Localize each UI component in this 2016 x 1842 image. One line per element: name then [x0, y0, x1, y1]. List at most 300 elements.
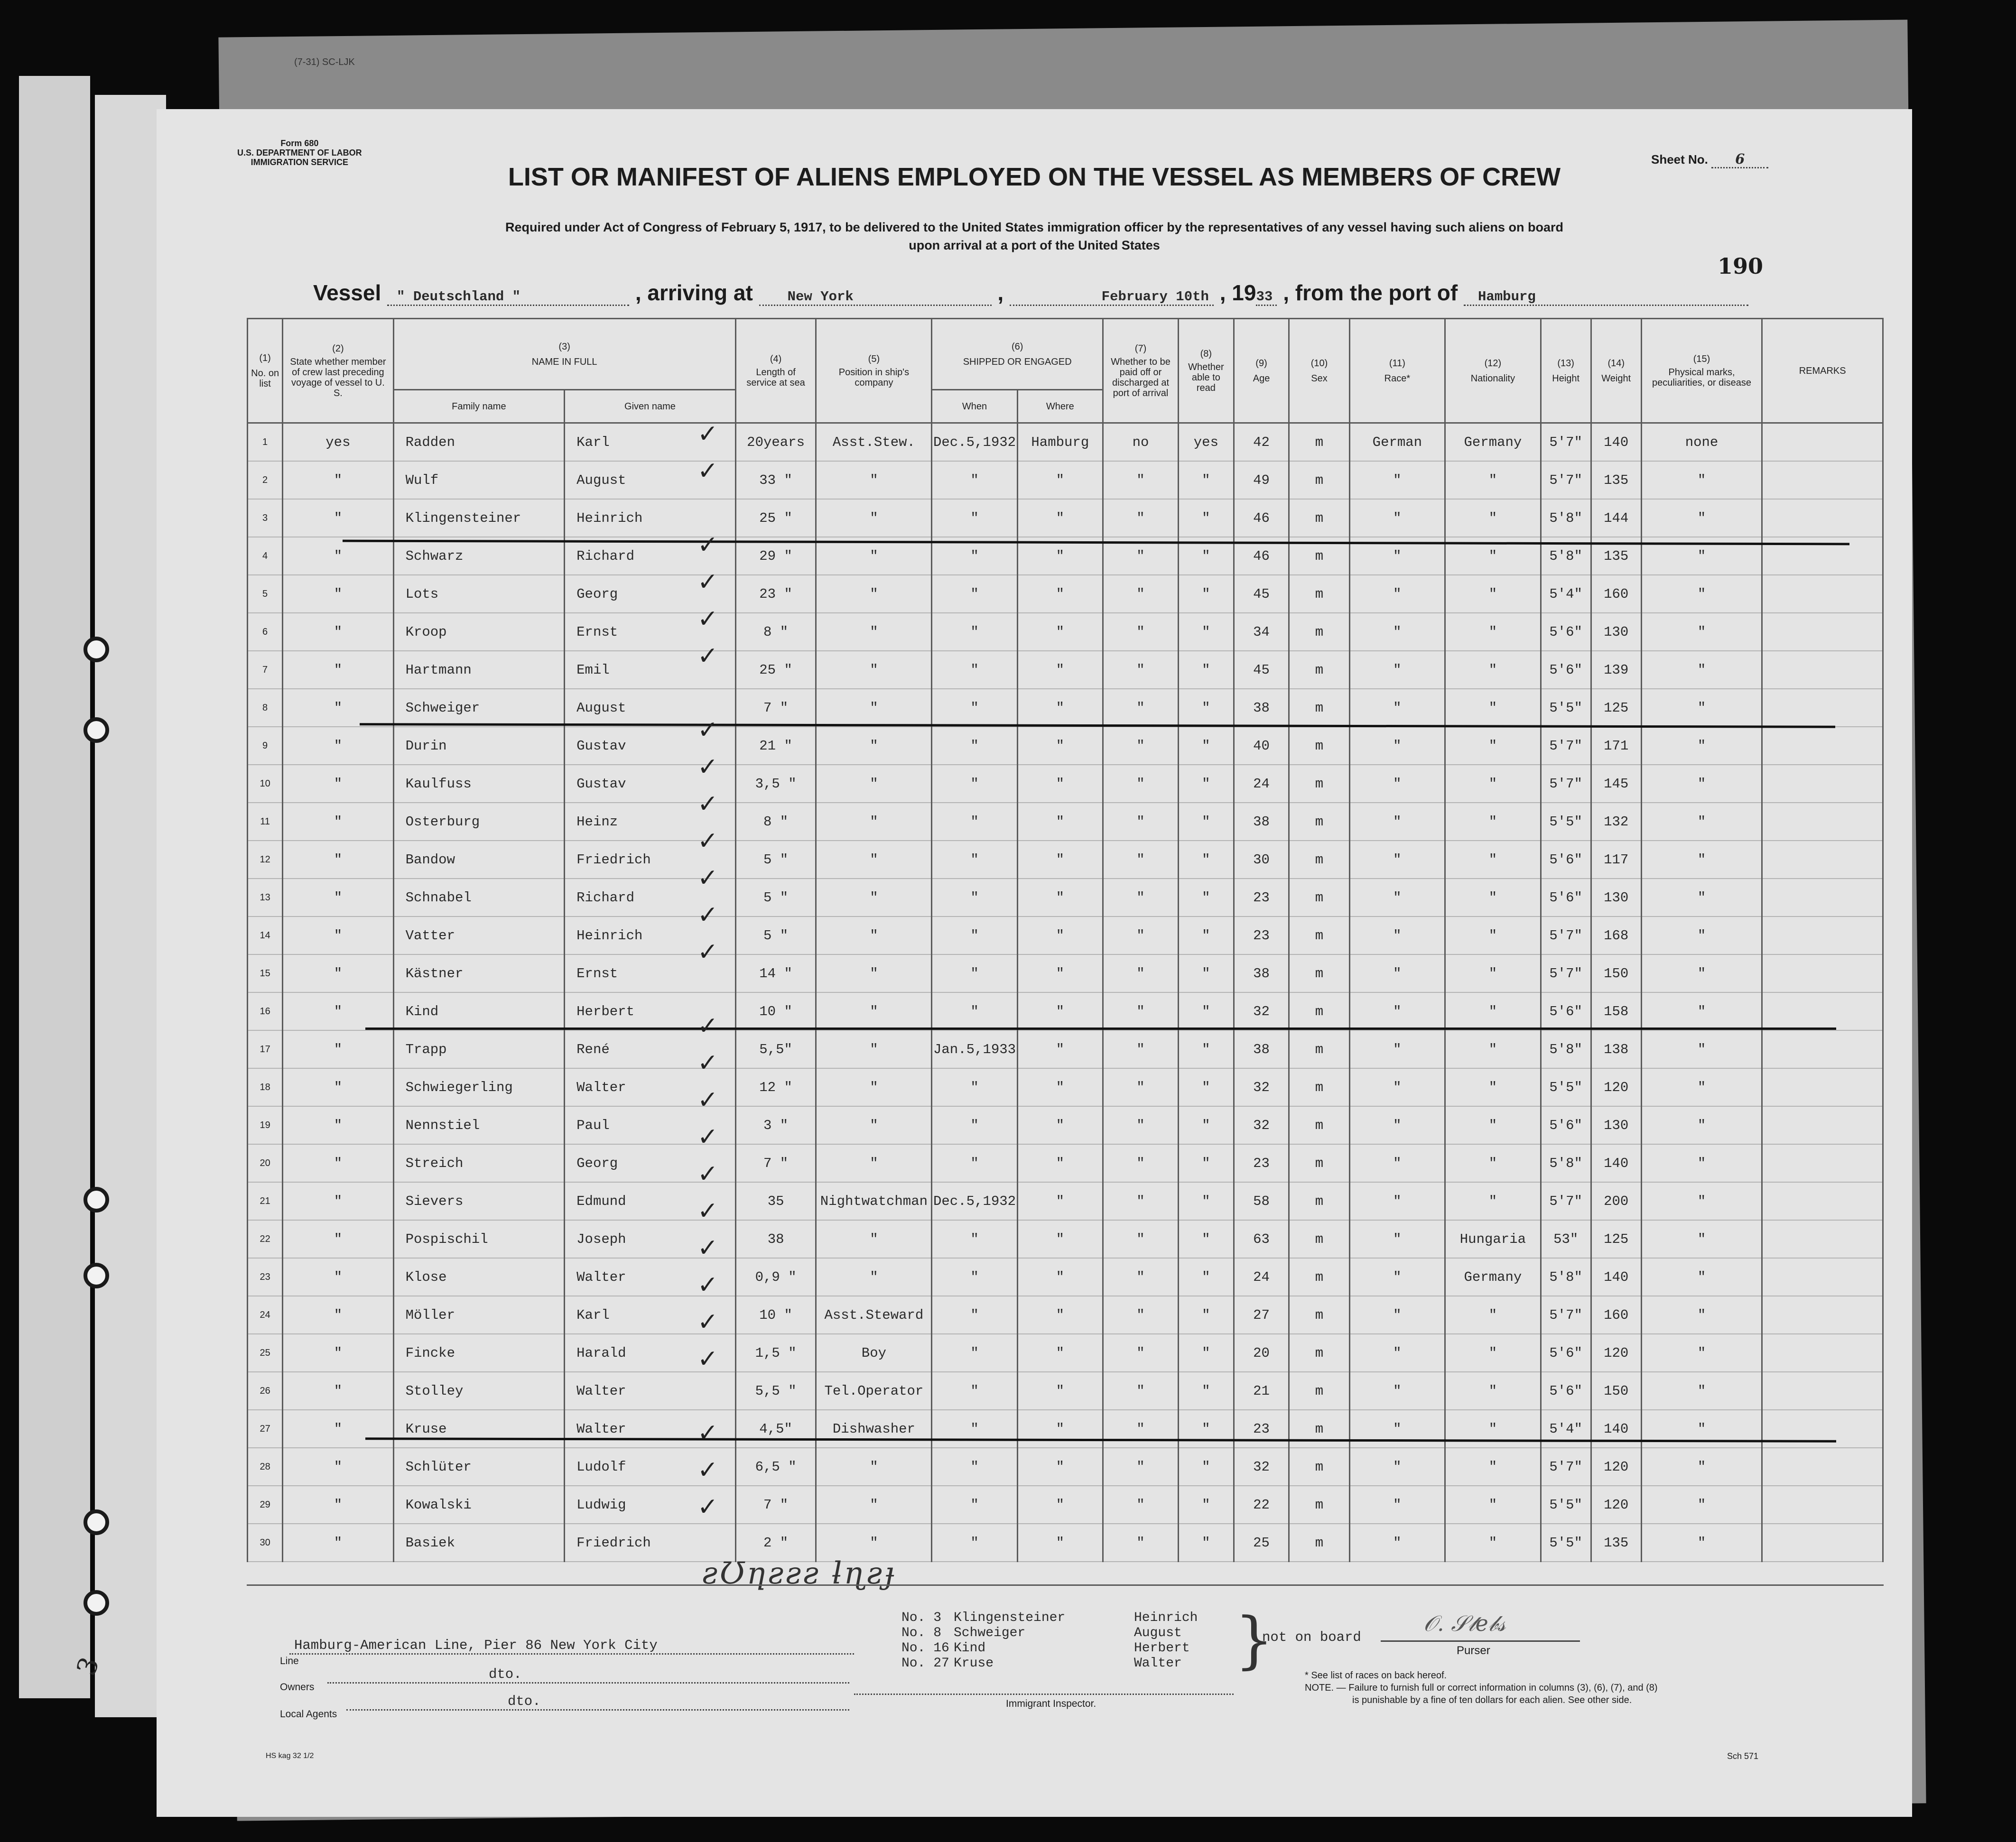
table-row [248, 1182, 1883, 1220]
race-cell: " [1349, 651, 1445, 689]
height-cell: 5'6" [1541, 651, 1591, 689]
row-number-cell: 15 [248, 954, 283, 992]
height-cell: 5'6" [1541, 879, 1591, 916]
weight-cell: 130 [1591, 1106, 1641, 1144]
family-name-cell: Vatter [393, 916, 565, 954]
row-number-cell: 11 [248, 803, 283, 841]
check-mark-icon: ✓ [697, 864, 718, 892]
physical-marks-cell: " [1641, 1296, 1762, 1334]
length-of-service-cell: 33 " [735, 461, 816, 499]
given-name-cell: Ernst [565, 613, 736, 651]
height-cell: 5'7" [1541, 1182, 1591, 1220]
weight-cell: 158 [1591, 992, 1641, 1030]
able-to-read-cell: " [1179, 537, 1234, 575]
height-cell: 5'4" [1541, 575, 1591, 613]
race-cell: " [1349, 1410, 1445, 1448]
sex-cell: m [1289, 423, 1349, 462]
given-name-cell: Gustav [565, 765, 736, 803]
shipped-where-cell: " [1017, 992, 1103, 1030]
race-cell: " [1349, 1448, 1445, 1486]
previous-voyage-cell: " [283, 461, 393, 499]
table-row [248, 727, 1883, 765]
given-name-cell: Ernst [565, 954, 736, 992]
paid-off-cell: " [1103, 1372, 1178, 1410]
position-cell: " [816, 803, 932, 841]
physical-marks-cell: " [1641, 1372, 1762, 1410]
previous-voyage-cell: yes [283, 423, 393, 462]
age-cell: 42 [1234, 423, 1289, 462]
age-cell: 23 [1234, 879, 1289, 916]
col-header-height: (13) Height [1541, 319, 1591, 423]
paid-off-cell: " [1103, 689, 1178, 727]
sex-cell: m [1289, 916, 1349, 954]
paid-off-cell: " [1103, 954, 1178, 992]
paid-off-cell: " [1103, 461, 1178, 499]
department-name: U.S. DEPARTMENT OF LABOR [237, 148, 362, 157]
shipped-when-cell: " [932, 916, 1017, 954]
remarks-cell [1762, 1296, 1883, 1334]
shipped-where-cell: " [1017, 1144, 1103, 1182]
shipped-where-cell: " [1017, 1448, 1103, 1486]
table-row [248, 689, 1883, 727]
age-cell: 38 [1234, 689, 1289, 727]
weight-cell: 200 [1591, 1182, 1641, 1220]
check-mark-icon: ✓ [697, 1419, 718, 1447]
col-header-read: (8) Whether able to read [1179, 319, 1234, 423]
weight-cell: 145 [1591, 765, 1641, 803]
age-cell: 38 [1234, 1030, 1289, 1068]
vessel-name: " Deutschland " [387, 289, 629, 306]
length-of-service-cell: 29 " [735, 537, 816, 575]
weight-cell: 125 [1591, 689, 1641, 727]
length-of-service-cell: 0,9 " [735, 1258, 816, 1296]
shipped-where-cell: " [1017, 689, 1103, 727]
given-name-cell: Georg [565, 1144, 736, 1182]
remarks-cell [1762, 1144, 1883, 1182]
length-of-service-cell: 12 " [735, 1068, 816, 1106]
shipped-where-cell: " [1017, 537, 1103, 575]
nationality-cell: " [1445, 1030, 1541, 1068]
remarks-cell [1762, 916, 1883, 954]
shipped-where-cell: " [1017, 954, 1103, 992]
sex-cell: m [1289, 1030, 1349, 1068]
footer-top-rule [247, 1584, 1884, 1586]
shipped-when-cell: " [932, 651, 1017, 689]
able-to-read-cell: " [1179, 916, 1234, 954]
table-row [248, 1068, 1883, 1106]
top-code: (7-31) SC-LJK [294, 57, 355, 67]
paid-off-cell: " [1103, 1524, 1178, 1562]
previous-voyage-cell: " [283, 613, 393, 651]
nationality-cell: Germany [1445, 423, 1541, 462]
shipped-where-cell: " [1017, 1410, 1103, 1448]
race-cell: " [1349, 1220, 1445, 1258]
age-cell: 25 [1234, 1524, 1289, 1562]
shipped-when-cell: " [932, 727, 1017, 765]
race-cell: " [1349, 803, 1445, 841]
shipped-where-cell: " [1017, 1068, 1103, 1106]
height-cell: 5'6" [1541, 613, 1591, 651]
weight-cell: 132 [1591, 803, 1641, 841]
length-of-service-cell: 5 " [735, 879, 816, 916]
height-cell: 5'7" [1541, 1296, 1591, 1334]
shipped-where-cell: " [1017, 575, 1103, 613]
position-cell: " [816, 537, 932, 575]
sex-cell: m [1289, 1106, 1349, 1144]
sex-cell: m [1289, 765, 1349, 803]
given-name-cell: Karl [565, 423, 736, 462]
shipped-where-cell: " [1017, 499, 1103, 537]
previous-voyage-cell: " [283, 992, 393, 1030]
position-cell: Nightwatchman [816, 1182, 932, 1220]
row-number-cell: 1 [248, 423, 283, 462]
length-of-service-cell: 7 " [735, 689, 816, 727]
length-of-service-cell: 25 " [735, 499, 816, 537]
age-cell: 40 [1234, 727, 1289, 765]
race-cell: " [1349, 954, 1445, 992]
nationality-cell: " [1445, 1182, 1541, 1220]
row-number-cell: 9 [248, 727, 283, 765]
position-cell: Tel.Operator [816, 1372, 932, 1410]
nationality-cell: " [1445, 461, 1541, 499]
physical-marks-cell: " [1641, 1030, 1762, 1068]
shipped-when-cell: " [932, 1410, 1017, 1448]
height-cell: 5'7" [1541, 1448, 1591, 1486]
sex-cell: m [1289, 1220, 1349, 1258]
family-name-cell: Durin [393, 727, 565, 765]
remarks-cell [1762, 1524, 1883, 1562]
row-number-cell: 17 [248, 1030, 283, 1068]
weight-cell: 160 [1591, 1296, 1641, 1334]
physical-marks-cell: " [1641, 1182, 1762, 1220]
nationality-cell: " [1445, 879, 1541, 916]
paid-off-cell: no [1103, 423, 1178, 462]
table-row [248, 1486, 1883, 1524]
given-name-cell: René [565, 1030, 736, 1068]
table-row [248, 1372, 1883, 1410]
table-row [248, 765, 1883, 803]
family-name-cell: Möller [393, 1296, 565, 1334]
weight-cell: 135 [1591, 1524, 1641, 1562]
sex-cell: m [1289, 1448, 1349, 1486]
paid-off-cell: " [1103, 916, 1178, 954]
able-to-read-cell: " [1179, 1334, 1234, 1372]
binder-hole [84, 1187, 109, 1213]
page-title: LIST OR MANIFEST OF ALIENS EMPLOYED ON THE VESSEL AS MEMBERS OF CREW [508, 163, 1561, 191]
able-to-read-cell: " [1179, 461, 1234, 499]
sex-cell: m [1289, 689, 1349, 727]
races-note: * See list of races on back hereof. [1305, 1670, 1447, 1681]
family-name-cell: Kruse [393, 1410, 565, 1448]
family-name-cell: Pospischil [393, 1220, 565, 1258]
shipped-where-cell: " [1017, 1486, 1103, 1524]
length-of-service-cell: 35 [735, 1182, 816, 1220]
length-of-service-cell: 8 " [735, 613, 816, 651]
physical-marks-cell: " [1641, 954, 1762, 992]
paid-off-cell: " [1103, 1068, 1178, 1106]
given-name-cell: Karl [565, 1296, 736, 1334]
paid-off-cell: " [1103, 879, 1178, 916]
check-mark-icon: ✓ [697, 1123, 718, 1151]
nationality-cell: " [1445, 575, 1541, 613]
paid-off-cell: " [1103, 1296, 1178, 1334]
row-number-cell: 10 [248, 765, 283, 803]
family-name-cell: Schwarz [393, 537, 565, 575]
table-row [248, 1410, 1883, 1448]
age-cell: 32 [1234, 1106, 1289, 1144]
weight-cell: 140 [1591, 423, 1641, 462]
shipped-where-cell: Hamburg [1017, 423, 1103, 462]
length-of-service-cell: 1,5 " [735, 1334, 816, 1372]
sheet-number: 6 [1711, 151, 1768, 168]
previous-voyage-cell: " [283, 1410, 393, 1448]
nationality-cell: " [1445, 765, 1541, 803]
previous-voyage-cell: " [283, 499, 393, 537]
col-header-remarks: REMARKS [1762, 319, 1883, 423]
position-cell: " [816, 613, 932, 651]
race-cell: " [1349, 575, 1445, 613]
note-line-1: NOTE. — Failure to furnish full or correct information in columns (3), (6), (7), and (8) [1305, 1683, 1658, 1693]
previous-voyage-cell: " [283, 803, 393, 841]
previous-voyage-cell: " [283, 1296, 393, 1334]
check-mark-icon: ✓ [697, 901, 718, 929]
not-on-board-entry [901, 1626, 1229, 1641]
length-of-service-cell: 5 " [735, 841, 816, 879]
length-of-service-cell: 5,5" [735, 1030, 816, 1068]
previous-voyage-cell: " [283, 1334, 393, 1372]
nationality-cell: " [1445, 1410, 1541, 1448]
position-cell: " [816, 651, 932, 689]
given-name-cell: Ludwig [565, 1486, 736, 1524]
shipped-where-cell: " [1017, 1106, 1103, 1144]
previous-voyage-cell: " [283, 1106, 393, 1144]
shipped-where-cell: " [1017, 1524, 1103, 1562]
row-number-cell: 12 [248, 841, 283, 879]
race-cell: " [1349, 992, 1445, 1030]
physical-marks-cell: " [1641, 575, 1762, 613]
shipped-where-cell: " [1017, 916, 1103, 954]
check-mark-icon: ✓ [697, 1493, 718, 1521]
height-cell: 5'7" [1541, 423, 1591, 462]
nationality-cell: " [1445, 499, 1541, 537]
nationality-cell: " [1445, 1448, 1541, 1486]
not-on-board-given: Herbert [1134, 1641, 1190, 1656]
print-code: HS kag 32 1/2 [266, 1752, 314, 1760]
length-of-service-cell: 4,5" [735, 1410, 816, 1448]
given-name-cell: Georg [565, 575, 736, 613]
stamp-number: 190 [1718, 253, 1764, 279]
physical-marks-cell: " [1641, 499, 1762, 537]
row-number-cell: 30 [248, 1524, 283, 1562]
position-cell: " [816, 727, 932, 765]
shipped-when-cell: " [932, 1486, 1017, 1524]
shipped-where-cell: " [1017, 461, 1103, 499]
family-name-cell: Klose [393, 1258, 565, 1296]
table-row [248, 461, 1883, 499]
able-to-read-cell: " [1179, 1068, 1234, 1106]
height-cell: 5'7" [1541, 727, 1591, 765]
remarks-cell [1762, 1220, 1883, 1258]
sex-cell: m [1289, 954, 1349, 992]
shipped-when-cell: " [932, 765, 1017, 803]
physical-marks-cell: " [1641, 765, 1762, 803]
weight-cell: 138 [1591, 1030, 1641, 1068]
sex-cell: m [1289, 1068, 1349, 1106]
nationality-cell: " [1445, 1524, 1541, 1562]
paid-off-cell: " [1103, 1334, 1178, 1372]
height-cell: 53" [1541, 1220, 1591, 1258]
able-to-read-cell: " [1179, 499, 1234, 537]
family-name-cell: Trapp [393, 1030, 565, 1068]
col-header-family-name: Family name [393, 390, 565, 423]
not-on-board-given: Heinrich [1134, 1611, 1198, 1625]
race-cell: German [1349, 423, 1445, 462]
race-cell: " [1349, 841, 1445, 879]
binder-hole [84, 637, 109, 662]
able-to-read-cell: " [1179, 1448, 1234, 1486]
nationality-cell: " [1445, 992, 1541, 1030]
physical-marks-cell: " [1641, 1486, 1762, 1524]
table-row [248, 575, 1883, 613]
family-name-cell: Klingensteiner [393, 499, 565, 537]
shipped-when-cell: " [932, 992, 1017, 1030]
weight-cell: 125 [1591, 1220, 1641, 1258]
row-number-cell: 25 [248, 1334, 283, 1372]
check-mark-icon: ✓ [697, 1160, 718, 1188]
length-of-service-cell: 20years [735, 423, 816, 462]
age-cell: 22 [1234, 1486, 1289, 1524]
race-cell: " [1349, 1524, 1445, 1562]
remarks-cell [1762, 954, 1883, 992]
remarks-cell [1762, 423, 1883, 462]
paid-off-cell: " [1103, 1448, 1178, 1486]
subtitle-line-1: Required under Act of Congress of February 5, 1917, to be delivered to the United States immigration officer by the representatives of any vessel having such aliens on board [505, 220, 1564, 234]
paid-off-cell: " [1103, 1106, 1178, 1144]
weight-cell: 130 [1591, 613, 1641, 651]
age-cell: 58 [1234, 1182, 1289, 1220]
given-name-cell: Walter [565, 1068, 736, 1106]
shipped-when-cell: " [932, 575, 1017, 613]
shipped-when-cell: " [932, 1068, 1017, 1106]
row-number-cell: 28 [248, 1448, 283, 1486]
family-name-cell: Wulf [393, 461, 565, 499]
table-row [248, 1524, 1883, 1562]
nationality-cell: " [1445, 1106, 1541, 1144]
year-prefix: , 19 [1219, 280, 1256, 305]
given-name-cell: Richard [565, 537, 736, 575]
able-to-read-cell: " [1179, 803, 1234, 841]
given-name-cell: August [565, 461, 736, 499]
age-cell: 23 [1234, 1144, 1289, 1182]
paid-off-cell: " [1103, 613, 1178, 651]
vessel-line: Vessel " Deutschland " , arriving at New York , February 10th , 1933 , from the port of Hamburg [313, 280, 1748, 306]
length-of-service-cell: 3,5 " [735, 765, 816, 803]
sex-cell: m [1289, 613, 1349, 651]
race-cell: " [1349, 537, 1445, 575]
family-name-cell: Basiek [393, 1524, 565, 1562]
weight-cell: 120 [1591, 1486, 1641, 1524]
given-name-cell: Harald [565, 1334, 736, 1372]
given-name-cell: Friedrich [565, 1524, 736, 1562]
able-to-read-cell: " [1179, 841, 1234, 879]
remarks-cell [1762, 803, 1883, 841]
row-number-cell: 3 [248, 499, 283, 537]
paid-off-cell: " [1103, 803, 1178, 841]
sex-cell: m [1289, 1372, 1349, 1410]
able-to-read-cell: " [1179, 1030, 1234, 1068]
col-header-name: (3) NAME IN FULL [393, 319, 735, 390]
remarks-cell [1762, 992, 1883, 1030]
remarks-cell [1762, 1030, 1883, 1068]
sex-cell: m [1289, 879, 1349, 916]
given-name-cell: Heinrich [565, 916, 736, 954]
height-cell: 5'7" [1541, 954, 1591, 992]
given-name-cell: Heinz [565, 803, 736, 841]
sheet-label: Sheet No. [1651, 152, 1708, 167]
remarks-cell [1762, 841, 1883, 879]
row-number-cell: 29 [248, 1486, 283, 1524]
shipped-where-cell: " [1017, 613, 1103, 651]
shipped-when-cell: " [932, 1258, 1017, 1296]
table-row [248, 1106, 1883, 1144]
shipped-when-cell: " [932, 537, 1017, 575]
previous-voyage-cell: " [283, 1182, 393, 1220]
height-cell: 5'6" [1541, 992, 1591, 1030]
previous-voyage-cell: " [283, 651, 393, 689]
nationality-cell: " [1445, 537, 1541, 575]
remarks-cell [1762, 1258, 1883, 1296]
position-cell: " [816, 879, 932, 916]
length-of-service-cell: 23 " [735, 575, 816, 613]
physical-marks-cell: " [1641, 613, 1762, 651]
col-header-service: (4) Length of service at sea [735, 319, 816, 423]
table-row [248, 651, 1883, 689]
table-row [248, 1448, 1883, 1486]
physical-marks-cell: " [1641, 1144, 1762, 1182]
paid-off-cell: " [1103, 1258, 1178, 1296]
previous-voyage-cell: " [283, 689, 393, 727]
height-cell: 5'7" [1541, 461, 1591, 499]
table-row [248, 1144, 1883, 1182]
family-name-cell: Schweiger [393, 689, 565, 727]
sex-cell: m [1289, 461, 1349, 499]
able-to-read-cell: " [1179, 727, 1234, 765]
given-name-cell: Edmund [565, 1182, 736, 1220]
weight-cell: 144 [1591, 499, 1641, 537]
previous-voyage-cell: " [283, 1524, 393, 1562]
able-to-read-cell: " [1179, 992, 1234, 1030]
race-cell: " [1349, 727, 1445, 765]
given-name-cell: Heinrich [565, 499, 736, 537]
nationality-cell: " [1445, 1334, 1541, 1372]
table-row [248, 954, 1883, 992]
able-to-read-cell: " [1179, 954, 1234, 992]
family-name-cell: Kaulfuss [393, 765, 565, 803]
shipped-when-cell: Dec.5,1932 [932, 423, 1017, 462]
race-cell: " [1349, 1182, 1445, 1220]
sex-cell: m [1289, 1258, 1349, 1296]
row-number-cell: 20 [248, 1144, 283, 1182]
owners-value: dto. [327, 1666, 849, 1684]
age-cell: 23 [1234, 1410, 1289, 1448]
not-on-board-label: not on board [1262, 1629, 1361, 1645]
able-to-read-cell: " [1179, 651, 1234, 689]
previous-voyage-cell: " [283, 841, 393, 879]
weight-cell: 140 [1591, 1410, 1641, 1448]
check-mark-icon: ✓ [697, 568, 718, 596]
table-row [248, 1220, 1883, 1258]
crew-manifest-table [247, 318, 1884, 1562]
